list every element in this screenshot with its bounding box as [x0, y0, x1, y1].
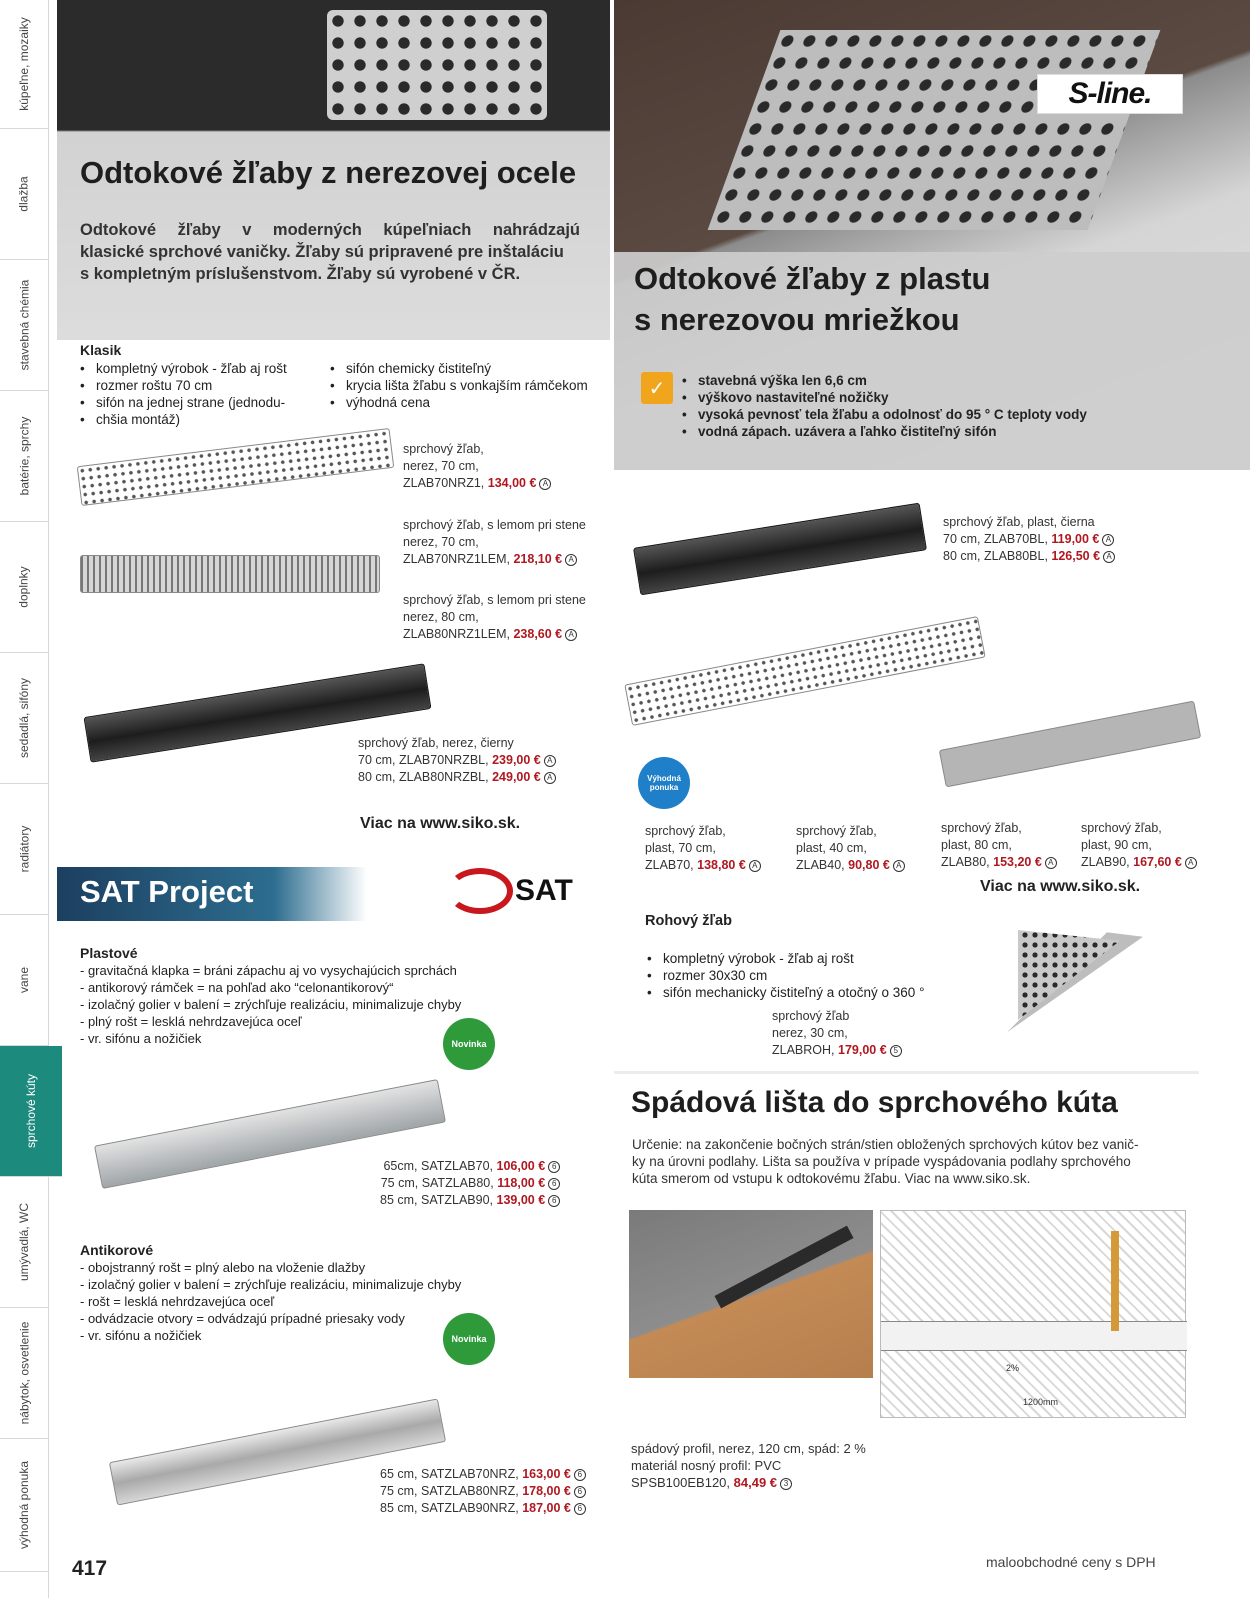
side-tab-label: batérie, sprchy — [17, 416, 32, 496]
novinka-badge: Novinka — [443, 1018, 495, 1070]
product-price: 178,00 € — [522, 1484, 571, 1498]
sat-logo-text: SAT — [515, 874, 573, 907]
product-zlab90: sprchový žľab, plast, 90 cm, ZLAB90, 167,60 € A — [1081, 820, 1197, 871]
klasik-features-left — [78, 360, 328, 428]
list-item: • vodná zápach. uzávera a ľahko čistiteľný sifón — [680, 423, 1240, 440]
price-note: maloobchodné ceny s DPH — [986, 1554, 1156, 1570]
list-item: • kompletný výrobok - žľab aj rošt — [78, 360, 328, 377]
promo-badge: Výhodná ponuka — [638, 757, 690, 809]
diagram-label-length: 1200mm — [1023, 1397, 1059, 1407]
product-code: 85 cm, SATZLAB90, — [380, 1193, 494, 1207]
product-zlabroh: sprchový žľab nerez, 30 cm, ZLABROH, 179,00 € 5 — [772, 1008, 902, 1059]
energy-class-icon: 6 — [548, 1195, 560, 1207]
side-tab-label: sedadlá, sifóny — [17, 677, 31, 759]
sat-logo — [447, 868, 573, 914]
drain-plastic-black-image — [633, 503, 927, 596]
list-item: • chšia montáž) — [78, 411, 328, 428]
drain-lem-image — [80, 555, 380, 593]
sline-logo — [1037, 74, 1183, 114]
side-tab-5[interactable] — [0, 653, 48, 784]
steel-more-link[interactable]: Viac na www.siko.sk. — [360, 815, 521, 832]
diagram-slab — [881, 1321, 1187, 1351]
side-tab-label: doplnky — [17, 566, 31, 608]
side-tab-label: vane — [17, 966, 31, 994]
energy-class-icon: 6 — [574, 1503, 586, 1515]
product-zlab-nrzbl: sprchový žľab, nerez, čierny 70 cm, ZLAB70NRZBL, 239,00 € A 80 cm, ZLAB80NRZBL, 249,00 € A — [358, 735, 556, 786]
list-item: • výškovo nastaviteľné nožičky — [680, 389, 1240, 406]
side-tab-label: nábytok, osvetlenie — [17, 1321, 32, 1425]
drain-plastic-exploded-image — [939, 701, 1201, 788]
thumbs-up-icon: ✓ — [641, 372, 673, 404]
feature-line: - antikorový rámček = na pohľad ako “celonantikorový“ — [80, 980, 394, 995]
product-spsb100eb120: spádový profil, nerez, 120 cm, spád: 2 % materiál nosný profil: PVC SPSB100EB120, 84,49 € 3 — [631, 1441, 866, 1490]
product-zlab70nrz1: sprchový žľab, nerez, 70 cm, ZLAB70NRZ1, 134,00 € A — [403, 441, 551, 492]
side-tab-label: sprchové kúty — [24, 1073, 39, 1149]
list-item: • krycia lišta žľabu s vonkajším rámčekom — [328, 377, 618, 394]
feature-line: - rošt = lesklá nehrdzavejúca oceľ — [80, 1294, 275, 1309]
list-item: • rozmer 30x30 cm — [645, 967, 975, 984]
energy-class-icon: 6 — [574, 1486, 586, 1498]
slope-description: Určenie: na zakončenie bočných strán/stien obložených sprchových kútov bez vanič- ky na úrovni podlahy. Lišta sa používa v prípade vyspádovania podlahy sprchového kúta smerom od vstupu k odtokovému žľabu. Viac na www.siko.sk. — [632, 1137, 1139, 1186]
slope-profile-strip — [714, 1226, 853, 1309]
product-price: 139,00 € — [496, 1193, 546, 1207]
perforated-grate-image — [327, 10, 547, 120]
feature-line: - vr. sifónu a nožičiek — [80, 1031, 202, 1046]
steel-intro: Odtokové žľaby v moderných kúpeľniach nahrádzajú klasické sprchové vaničky. Žľaby sú pripravené pre inštaláciu s kompletným príslušenstvom. Žľaby sú vyrobené v ČR. — [80, 221, 580, 283]
feature-line: - vr. sifónu a nožičiek — [80, 1328, 202, 1343]
slope-title: Spádová lišta do sprchového kúta — [631, 1086, 1118, 1119]
side-tab-6[interactable] — [0, 784, 48, 915]
klasik-features-right — [328, 360, 618, 411]
feature-line: - gravitačná klapka = bráni zápachu aj vo vysychajúcich sprchách — [80, 963, 457, 978]
list-item: • vysoká pevnosť tela žľabu a odolnosť do 95 ° C teploty vody — [680, 406, 1240, 423]
steel-title: Odtokové žľaby z nerezovej ocele — [80, 155, 577, 190]
page-number: 417 — [72, 1557, 108, 1580]
sat-plast-products — [380, 1158, 560, 1209]
list-item: • stavebná výška len 6,6 cm — [680, 372, 1240, 389]
product-row — [380, 1192, 560, 1209]
slope-profile-photo — [629, 1210, 873, 1378]
side-tab-1[interactable] — [0, 129, 48, 260]
sat-anti-features — [80, 1259, 500, 1344]
plastic-more-link[interactable]: Viac na www.siko.sk. — [980, 878, 1141, 895]
drain-klasik-image — [77, 428, 395, 506]
product-row — [380, 1158, 560, 1175]
sat-swirl-icon — [447, 868, 513, 914]
side-tab-label: kúpeľne, mozaiky — [17, 17, 32, 111]
section-divider — [614, 1071, 1199, 1074]
feature-line: - plný rošt = lesklá nehrdzavejúca oceľ — [80, 1014, 302, 1029]
product-zlab70: sprchový žľab, plast, 70 cm, ZLAB70, 138,80 € A — [645, 823, 761, 874]
side-tab-label: výhodná ponuka — [17, 1460, 32, 1550]
diagram-label-slope: 2% — [1006, 1363, 1020, 1373]
feature-line: - izolačný golier v balení = zrýchľuje realizáciu, minimalizuje chyby — [80, 997, 462, 1012]
energy-class-icon: 6 — [574, 1469, 586, 1481]
side-tab-0[interactable] — [0, 0, 48, 129]
feature-line: - odvádzacie otvory = odvádzajú prípadné priesaky vody — [80, 1311, 405, 1326]
product-code: 75 cm, SATZLAB80, — [380, 1176, 494, 1190]
list-item: • rozmer roštu 70 cm — [78, 377, 328, 394]
product-row — [380, 1483, 586, 1500]
product-code: 65 cm, SATZLAB70NRZ, — [380, 1467, 519, 1481]
sline-logo-text: S-line. — [1068, 77, 1152, 110]
product-row — [380, 1466, 586, 1483]
product-price: 187,00 € — [522, 1501, 571, 1515]
feature-line: - izolačný golier v balení = zrýchľuje realizáciu, minimalizuje chyby — [80, 1277, 462, 1292]
list-item: • kompletný výrobok - žľab aj rošt — [645, 950, 975, 967]
sat-anti-title: Antikorové — [80, 1242, 154, 1258]
product-price: 106,00 € — [496, 1159, 546, 1173]
side-tab-label: umývadlá, WC — [17, 1202, 31, 1282]
sat-plast-features — [80, 962, 500, 1047]
corner-features — [645, 950, 975, 1001]
product-row — [380, 1500, 586, 1517]
side-tab-3[interactable] — [0, 391, 48, 522]
perforated-tile-image — [708, 30, 1161, 230]
product-zlab70nrz1lem: sprchový žľab, s lemom pri stene nerez, 70 cm, ZLAB70NRZ1LEM, 218,10 € A — [403, 518, 586, 566]
side-tab-label: dlažba — [17, 176, 31, 212]
list-item: • sifón mechanicky čistiteľný a otočný o 360 ° — [645, 984, 975, 1001]
side-tab-11[interactable] — [0, 1439, 48, 1572]
side-tab-9[interactable] — [0, 1177, 48, 1308]
side-tab-label: stavebná chémia — [17, 279, 32, 371]
side-tab-10[interactable] — [0, 1308, 48, 1439]
product-code: 65cm, SATZLAB70, — [383, 1159, 494, 1173]
product-code: 75 cm, SATZLAB80NRZ, — [380, 1484, 519, 1498]
novinka-badge-2: Novinka — [443, 1313, 495, 1365]
sat-anti-products — [380, 1466, 586, 1517]
sat-plast-title: Plastové — [80, 945, 138, 961]
energy-class-icon: 6 — [548, 1178, 560, 1190]
klasik-title: Klasik — [80, 342, 122, 358]
corner-drain-grate — [1000, 930, 1120, 1020]
product-price: 163,00 € — [522, 1467, 571, 1481]
side-tab-8[interactable] — [0, 1046, 62, 1177]
side-tab-label: radiátory — [17, 825, 31, 873]
sat-title: SAT Project — [80, 874, 254, 909]
list-item: • sifón na jednej strane (jednodu- — [78, 394, 328, 411]
product-code: 85 cm, SATZLAB90NRZ, — [380, 1501, 519, 1515]
plastic-title: Odtokové žľaby z plastu s nerezovou mriežkou — [634, 261, 991, 337]
product-zlab80: sprchový žľab, plast, 80 cm, ZLAB80, 153,20 € A — [941, 820, 1057, 871]
slope-diagram — [880, 1210, 1186, 1418]
side-tab-4[interactable] — [0, 522, 48, 653]
side-tab-7[interactable] — [0, 915, 48, 1046]
product-zlab80nrz1lem: sprchový žľab, s lemom pri stene nerez, 80 cm, ZLAB80NRZ1LEM, 238,60 € A — [403, 593, 586, 641]
corner-title: Rohový žľab — [645, 913, 732, 929]
list-item: • sifón chemicky čistiteľný — [328, 360, 618, 377]
product-zlab40: sprchový žľab, plast, 40 cm, ZLAB40, 90,80 € A — [796, 823, 905, 874]
diagram-pipe — [1111, 1231, 1119, 1331]
drain-plastic-image — [624, 616, 985, 726]
feature-line: - obojstranný rošt = plný alebo na vloženie dlažby — [80, 1260, 366, 1275]
product-price: 118,00 € — [497, 1176, 546, 1190]
side-divider — [48, 0, 49, 1598]
product-row — [380, 1175, 560, 1192]
side-tab-2[interactable] — [0, 260, 48, 391]
energy-class-icon: 6 — [548, 1161, 560, 1173]
list-item: • výhodná cena — [328, 394, 618, 411]
plastic-features — [680, 372, 1240, 440]
product-zlab-bl: sprchový žľab, plast, čierna 70 cm, ZLAB70BL, 119,00 € A 80 cm, ZLAB80BL, 126,50 € A — [943, 514, 1115, 565]
